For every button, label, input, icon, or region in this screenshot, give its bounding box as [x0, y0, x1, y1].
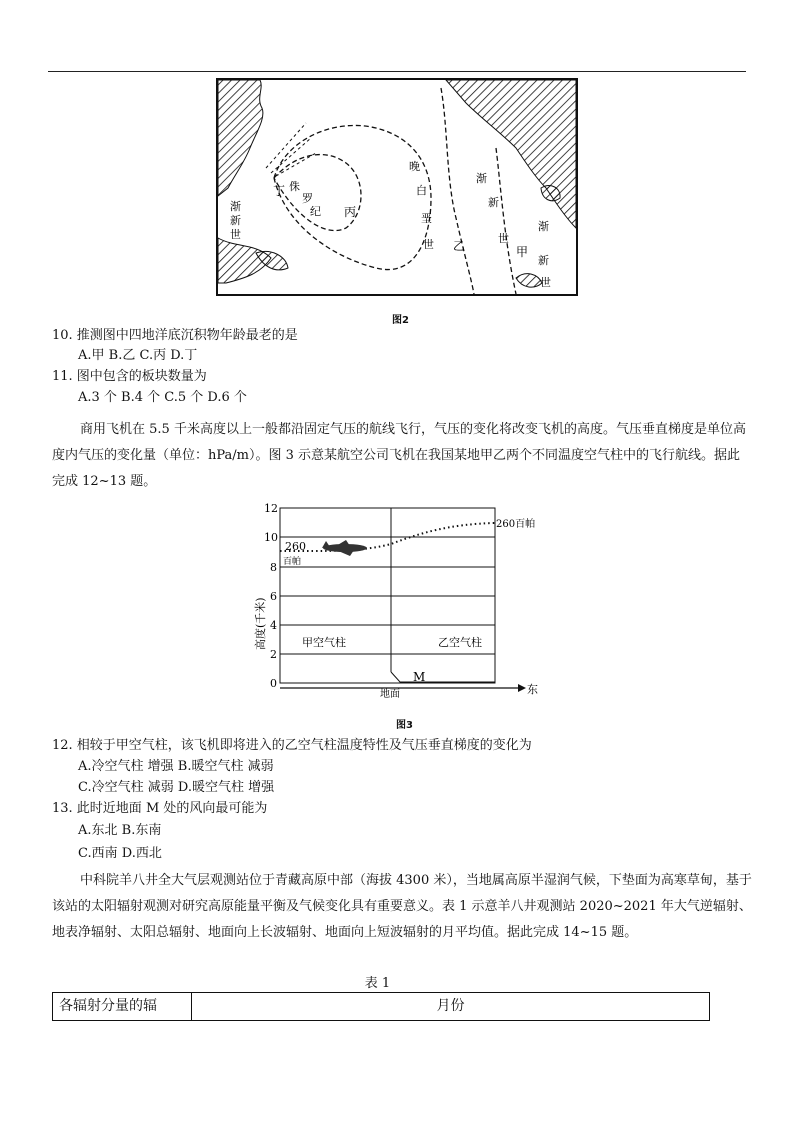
table-1-col2-header: 月份	[436, 998, 465, 1014]
figure-3-chart	[250, 500, 540, 700]
left-pressure-value: 260	[285, 540, 306, 553]
right-pressure-label: 260百帕	[496, 519, 536, 530]
label-right-shi: 世	[540, 276, 551, 289]
q11-options: A.3 个 B.4 个 C.5 个 D.6 个	[78, 390, 247, 405]
y-axis-label: 高度(千米)	[254, 597, 267, 650]
label-wan: 晚	[409, 160, 420, 173]
label-e: 垩	[421, 212, 432, 225]
airplane-icon	[322, 540, 367, 556]
q10-stem: 10. 推测图中四地洋底沉积物年龄最老的是	[52, 328, 298, 343]
label-shi: 世	[423, 238, 434, 251]
label-left-shi: 世	[230, 228, 241, 241]
y-tick-12: 12	[264, 502, 278, 515]
label-bing: 丙	[344, 205, 357, 219]
y-tick-2: 2	[270, 648, 277, 661]
q10-options: A.甲 B.乙 C.丙 D.丁	[78, 348, 198, 363]
table-1-caption: 表 1	[364, 976, 391, 991]
left-column-label: 甲空气柱	[302, 636, 346, 649]
y-tick-4: 4	[270, 619, 277, 632]
passage-1	[52, 417, 752, 495]
label-left-xin: 新	[230, 214, 241, 227]
q12-stem: 12. 相较于甲空气柱，该飞机即将进入的乙空气柱温度特性及气压垂直梯度的变化为	[52, 738, 532, 753]
label-luo: 罗	[302, 192, 313, 205]
point-m: M	[413, 670, 426, 684]
label-zhu: 侏	[289, 180, 300, 193]
label-bai: 白	[416, 184, 427, 197]
q11-stem: 11. 图中包含的板块数量为	[52, 369, 207, 384]
label-shi2: 世	[498, 232, 509, 245]
label-right-jian: 渐	[538, 220, 549, 233]
q13-options-cd: C.西南 D.西北	[78, 846, 162, 861]
left-pressure-unit: 百帕	[283, 557, 302, 567]
right-column-label: 乙空气柱	[438, 636, 482, 649]
table-1	[52, 992, 710, 1021]
label-jia: 甲	[516, 245, 529, 259]
y-tick-8: 8	[270, 561, 277, 574]
figure-3-caption: 图3	[396, 720, 413, 731]
q12-options-cd: C.冷空气柱 减弱 D.暖空气柱 增强	[78, 780, 275, 795]
label-ding: 丁	[273, 184, 286, 198]
east-label: 东	[527, 683, 538, 696]
header-rule	[48, 71, 746, 72]
passage-2	[52, 868, 752, 946]
table-1-col1-header: 各辐射分量的辐	[53, 993, 192, 1020]
y-tick-0: 0	[270, 677, 277, 690]
label-yi: 乙	[453, 239, 466, 253]
label-xin: 渐	[476, 172, 487, 185]
figure-2-map	[216, 78, 578, 296]
passage-2-text: 中科院羊八井全大气层观测站位于青藏高原中部（海拔 4300 米），当地属高原半湿润气候，下垫面为高寒草甸，基于该站的太阳辐射观测对研究高原能量平衡及气候变化具有重要意义。表 1 示意羊八井观测站 2020~2021 年大气逆辐射、地表净辐射、太阳总辐射、地面向上长波辐射、地面向上短波辐射的月平均值。据此完成 14~15 题。	[52, 873, 752, 940]
y-tick-6: 6	[270, 590, 277, 603]
ground-label: 地面	[380, 689, 400, 700]
label-xin2: 新	[488, 196, 499, 209]
passage-1-text: 商用飞机在 5.5 千米高度以上一般都沿固定气压的航线飞行，气压的变化将改变飞机的高度。气压垂直梯度是单位高度内气压的变化量（单位：hPa/m）。图 3 示意某航空公司飞机在我国某地甲乙两个不同温度空气柱中的飞行航线。据此完成 12~13 题。	[52, 422, 746, 489]
label-ji: 纪	[310, 205, 321, 218]
label-right-xin: 新	[538, 254, 549, 267]
figure-2-caption: 图2	[392, 315, 409, 326]
y-tick-10: 10	[264, 531, 278, 544]
q13-options-ab: A.东北 B.东南	[78, 823, 162, 838]
q12-options-ab: A.冷空气柱 增强 B.暖空气柱 减弱	[78, 759, 274, 774]
q13-stem: 13. 此时近地面 M 处的风向最可能为	[52, 801, 268, 816]
label-left-jian: 渐	[230, 200, 241, 213]
